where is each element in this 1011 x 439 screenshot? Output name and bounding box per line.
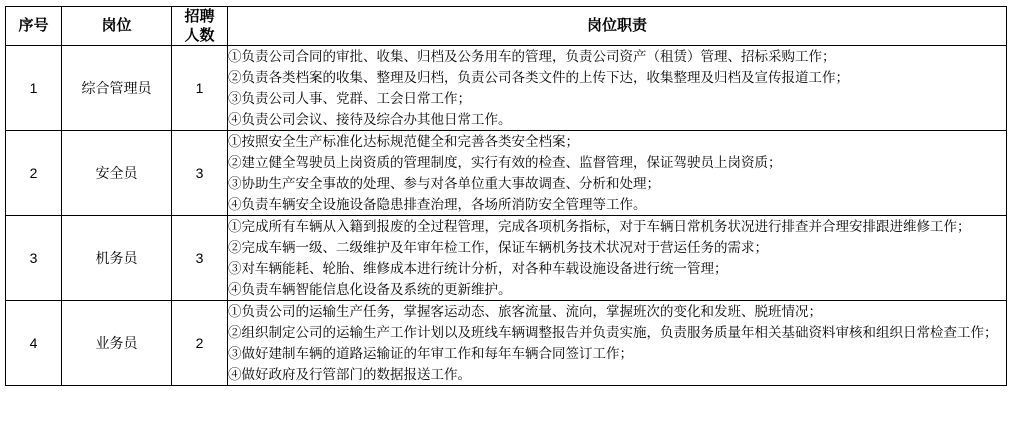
duty-line: ①按照安全生产标准化达标规范健全和完善各类安全档案； (228, 134, 579, 149)
duty-line: ④做好政府及行管部门的数据报送工作。 (228, 367, 471, 382)
duty-line: ②组织制定公司的运输生产工作计划以及班线车辆调整报告并负责实施，负责服务质量年相关基础资料审核和组织日常检查工作； (228, 325, 998, 340)
table-header-row (6, 7, 1007, 46)
duty-line: ②负责各类档案的收集、整理及归档，负责公司各类文件的上传下达，收集整理及归档及宣传报道工作； (228, 70, 849, 85)
table-row (6, 301, 1007, 386)
column-header-post: 岗位 (62, 7, 172, 46)
column-header-duty: 岗位职责 (228, 7, 1007, 46)
duty-line: ①负责公司合同的审批、收集、归档及公务用车的管理，负责公司资产（租赁）管理、招标采购工作； (228, 49, 836, 64)
column-header-count (172, 7, 228, 46)
duty-line: ①负责公司的运输生产任务，掌握客运动态、旅客流量、流向，掌握班次的变化和发班、脱班情况； (228, 304, 822, 319)
table-row (6, 46, 1007, 131)
duty-line: ②建立健全驾驶员上岗资质的管理制度，实行有效的检查、监督管理，保证驾驶员上岗资质； (228, 155, 782, 170)
cell-post: 业务员 (62, 301, 172, 386)
table-body (6, 46, 1007, 386)
duty-line: ④负责车辆安全设施设备隐患排查治理，各场所消防安全管理等工作。 (228, 197, 647, 212)
duty-line: ③对车辆能耗、轮胎、维修成本进行统计分析，对各种车载设施设备进行统一管理； (228, 261, 728, 276)
cell-index: 1 (6, 46, 62, 131)
column-header-count-line1: 招聘 (184, 8, 215, 25)
duty-line: ③做好建制车辆的道路运输证的年审工作和每年车辆合同签订工作； (228, 346, 633, 361)
cell-post: 综合管理员 (62, 46, 172, 131)
cell-index: 2 (6, 131, 62, 216)
cell-index: 3 (6, 216, 62, 301)
column-header-index: 序号 (6, 7, 62, 46)
job-responsibilities-table (5, 6, 1007, 386)
table-row (6, 216, 1007, 301)
duty-line: ③协助生产安全事故的处理、参与对各单位重大事故调查、分析和处理； (228, 176, 660, 191)
cell-duty (228, 131, 1007, 216)
duty-line: ①完成所有车辆从入籍到报废的全过程管理，完成各项机务指标，对于车辆日常机务状况进行排查并合理安排跟进维修工作； (228, 219, 971, 234)
column-header-count-line2: 人数 (184, 27, 215, 44)
cell-count: 1 (172, 46, 228, 131)
cell-duty (228, 46, 1007, 131)
table-header (6, 7, 1007, 46)
cell-count: 2 (172, 301, 228, 386)
cell-duty (228, 216, 1007, 301)
cell-count: 3 (172, 216, 228, 301)
duty-line: ②完成车辆一级、二级维护及年审年检工作，保证车辆机务技术状况对于营运任务的需求； (228, 240, 768, 255)
duty-line: ③负责公司人事、党群、工会日常工作； (228, 91, 471, 106)
cell-duty (228, 301, 1007, 386)
cell-index: 4 (6, 301, 62, 386)
cell-count: 3 (172, 131, 228, 216)
duty-line: ④负责公司会议、接待及综合办其他日常工作。 (228, 112, 512, 127)
duty-line: ④负责车辆智能信息化设备及系统的更新维护。 (228, 282, 512, 297)
cell-post: 安全员 (62, 131, 172, 216)
table-row (6, 131, 1007, 216)
cell-post: 机务员 (62, 216, 172, 301)
